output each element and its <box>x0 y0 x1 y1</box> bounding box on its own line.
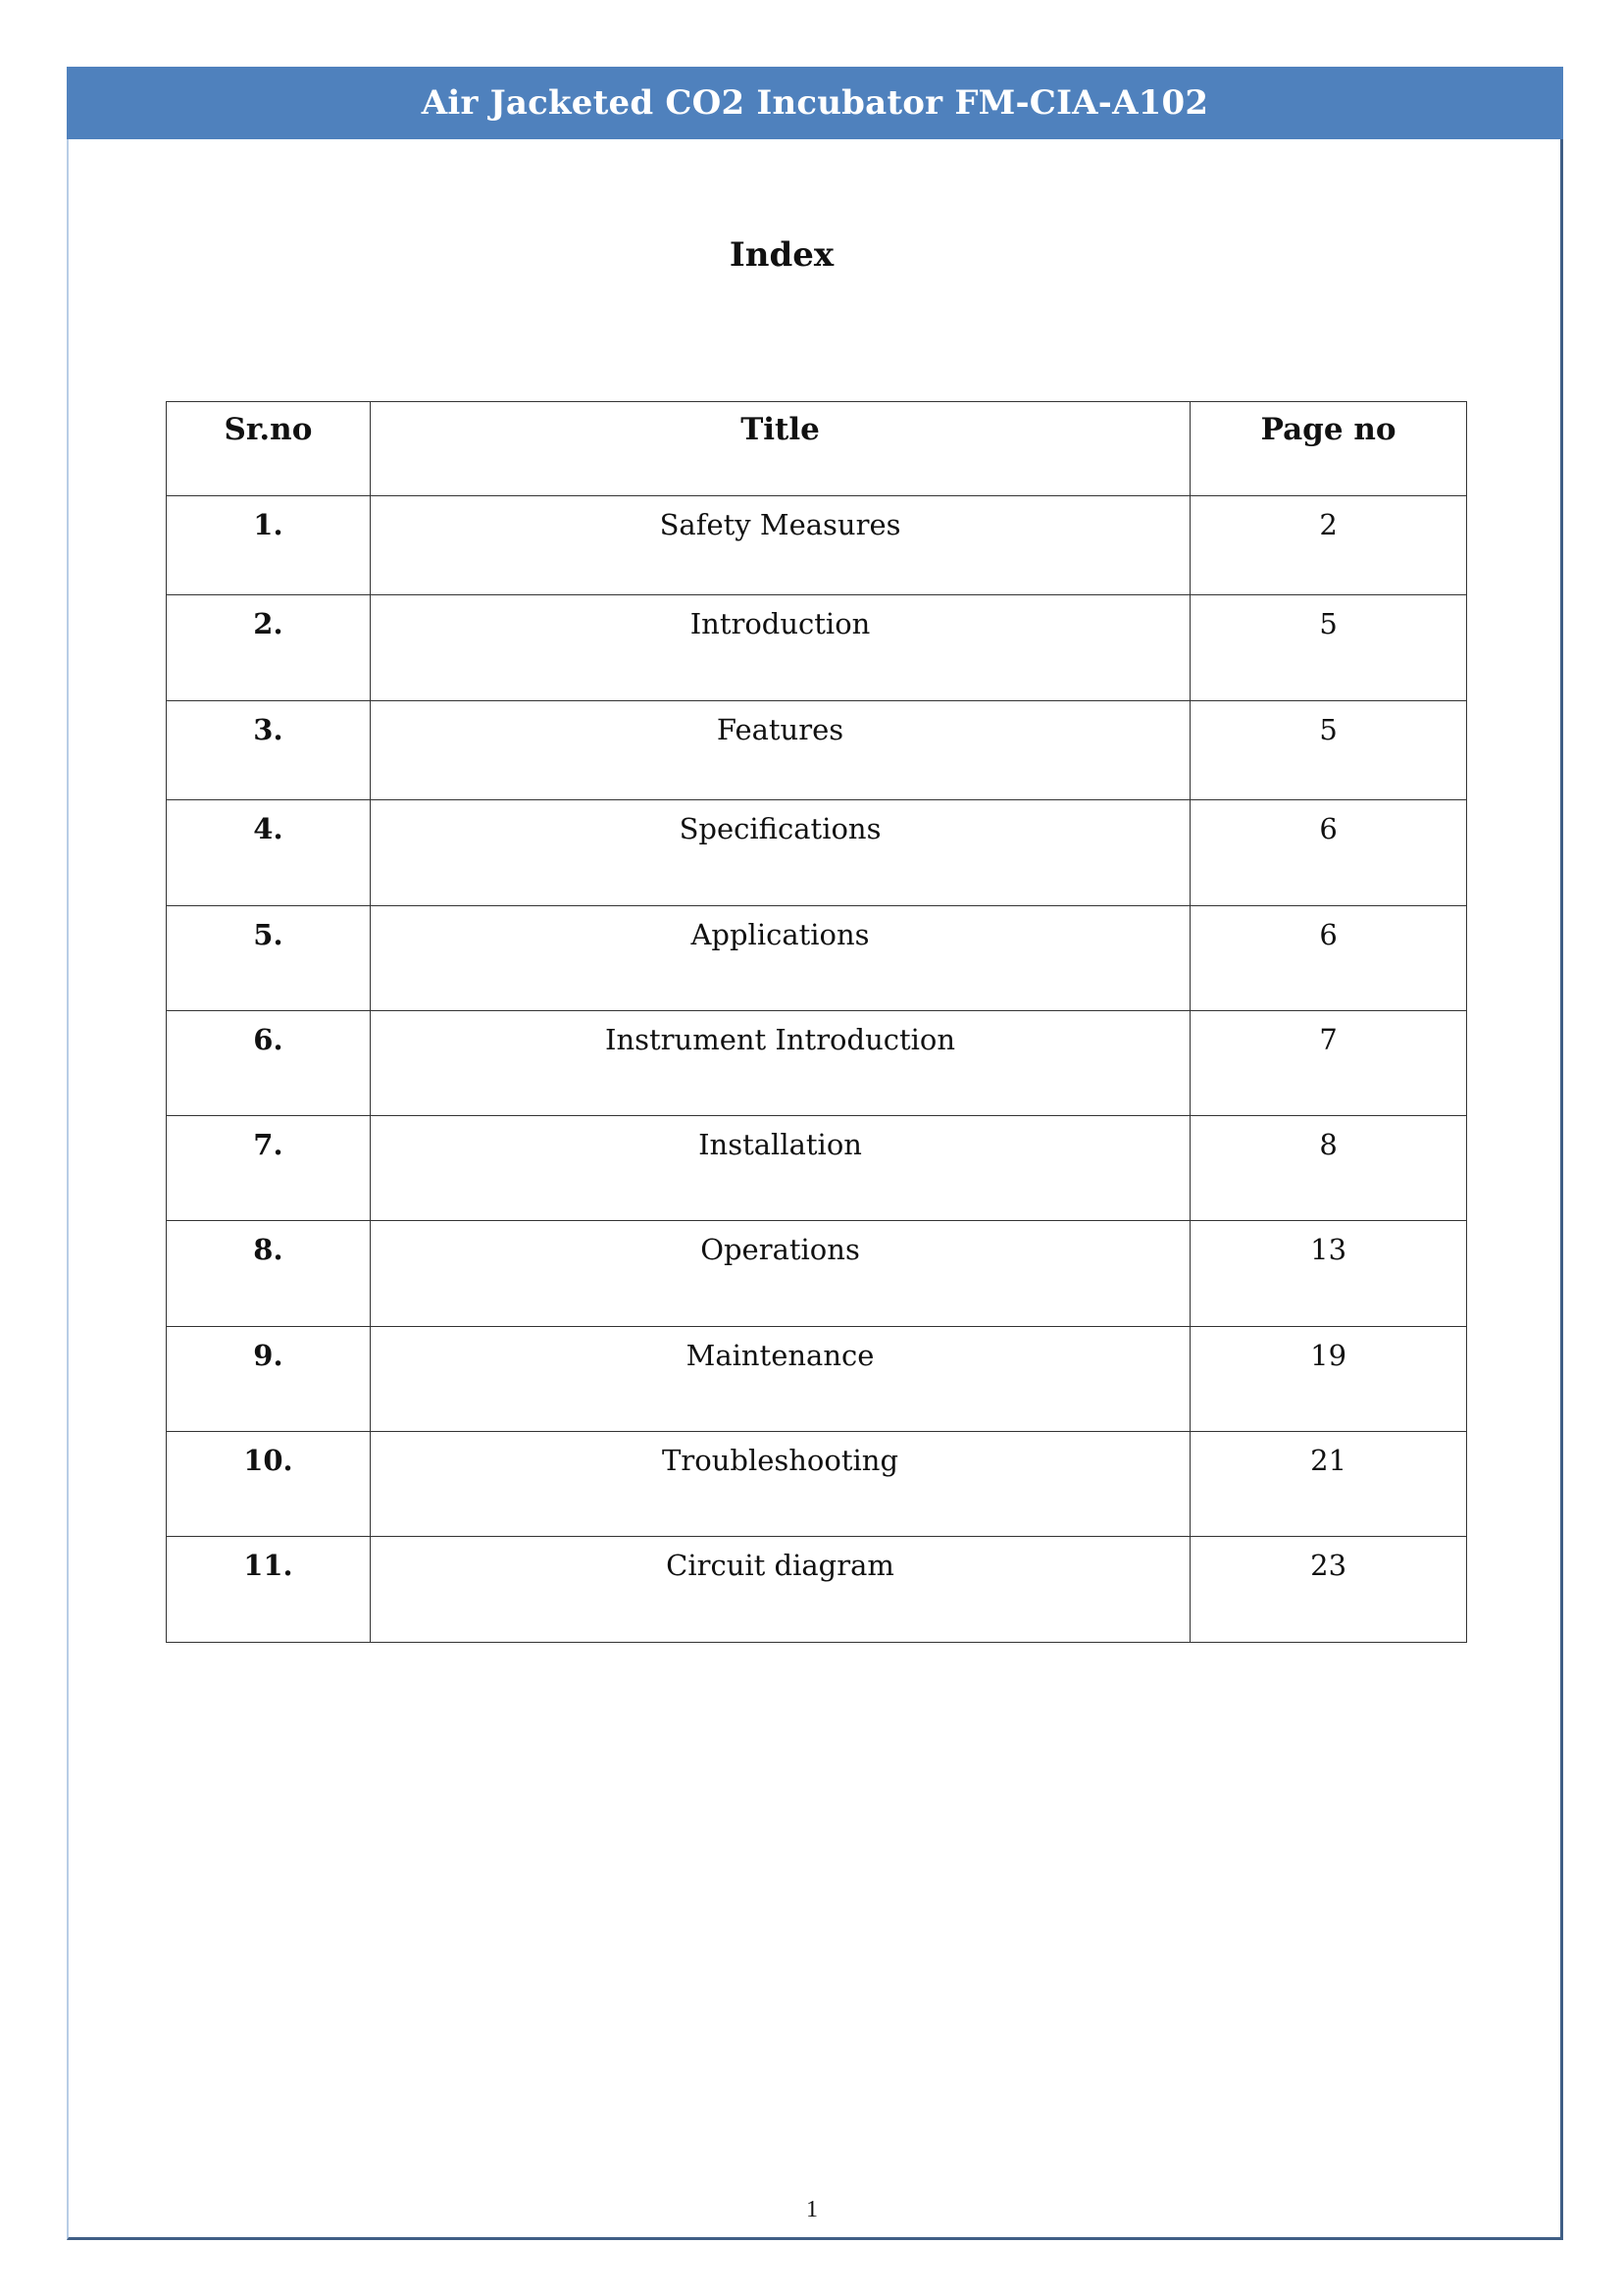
table-row <box>167 1116 1467 1221</box>
row-srno: 1. <box>167 496 371 595</box>
row-page: 6 <box>1191 800 1467 906</box>
row-page: 2 <box>1191 496 1467 595</box>
row-page: 21 <box>1191 1432 1467 1537</box>
table-row <box>167 1537 1467 1643</box>
table-row <box>167 800 1467 906</box>
row-srno: 10. <box>167 1432 371 1537</box>
row-title: Troubleshooting <box>370 1432 1190 1537</box>
row-title: Safety Measures <box>370 496 1190 595</box>
row-title: Features <box>370 701 1190 800</box>
table-row <box>167 595 1467 701</box>
row-srno: 5. <box>167 906 371 1011</box>
table-row <box>167 1011 1467 1116</box>
row-title: Operations <box>370 1221 1190 1327</box>
row-srno: 11. <box>167 1537 371 1643</box>
row-page: 13 <box>1191 1221 1467 1327</box>
row-srno: 3. <box>167 701 371 800</box>
row-srno: 7. <box>167 1116 371 1221</box>
row-title: Maintenance <box>370 1327 1190 1432</box>
row-title: Applications <box>370 906 1190 1011</box>
row-page: 6 <box>1191 906 1467 1011</box>
document-header <box>67 67 1563 139</box>
row-page: 5 <box>1191 701 1467 800</box>
page-number: 1 <box>806 2197 818 2222</box>
row-title: Installation <box>370 1116 1190 1221</box>
table-row <box>167 1327 1467 1432</box>
table-row <box>167 906 1467 1011</box>
row-srno: 4. <box>167 800 371 906</box>
row-page: 23 <box>1191 1537 1467 1643</box>
row-page: 7 <box>1191 1011 1467 1116</box>
column-header-title: Title <box>370 402 1190 496</box>
row-page: 5 <box>1191 595 1467 701</box>
row-srno: 9. <box>167 1327 371 1432</box>
page-title: Index <box>729 235 835 275</box>
table-row <box>167 1432 1467 1537</box>
row-title: Circuit diagram <box>370 1537 1190 1643</box>
column-header-srno: Sr.no <box>167 402 371 496</box>
row-srno: 8. <box>167 1221 371 1327</box>
row-page: 8 <box>1191 1116 1467 1221</box>
row-title: Instrument Introduction <box>370 1011 1190 1116</box>
header-title: Air Jacketed CO2 Incubator FM-CIA-A102 <box>421 83 1209 123</box>
table-row <box>167 1221 1467 1327</box>
row-srno: 6. <box>167 1011 371 1116</box>
row-title: Specifications <box>370 800 1190 906</box>
table-header-row <box>167 402 1467 496</box>
table-row <box>167 701 1467 800</box>
row-title: Introduction <box>370 595 1190 701</box>
row-srno: 2. <box>167 595 371 701</box>
row-page: 19 <box>1191 1327 1467 1432</box>
index-table <box>166 401 1467 1643</box>
column-header-page: Page no <box>1191 402 1467 496</box>
table-row <box>167 496 1467 595</box>
